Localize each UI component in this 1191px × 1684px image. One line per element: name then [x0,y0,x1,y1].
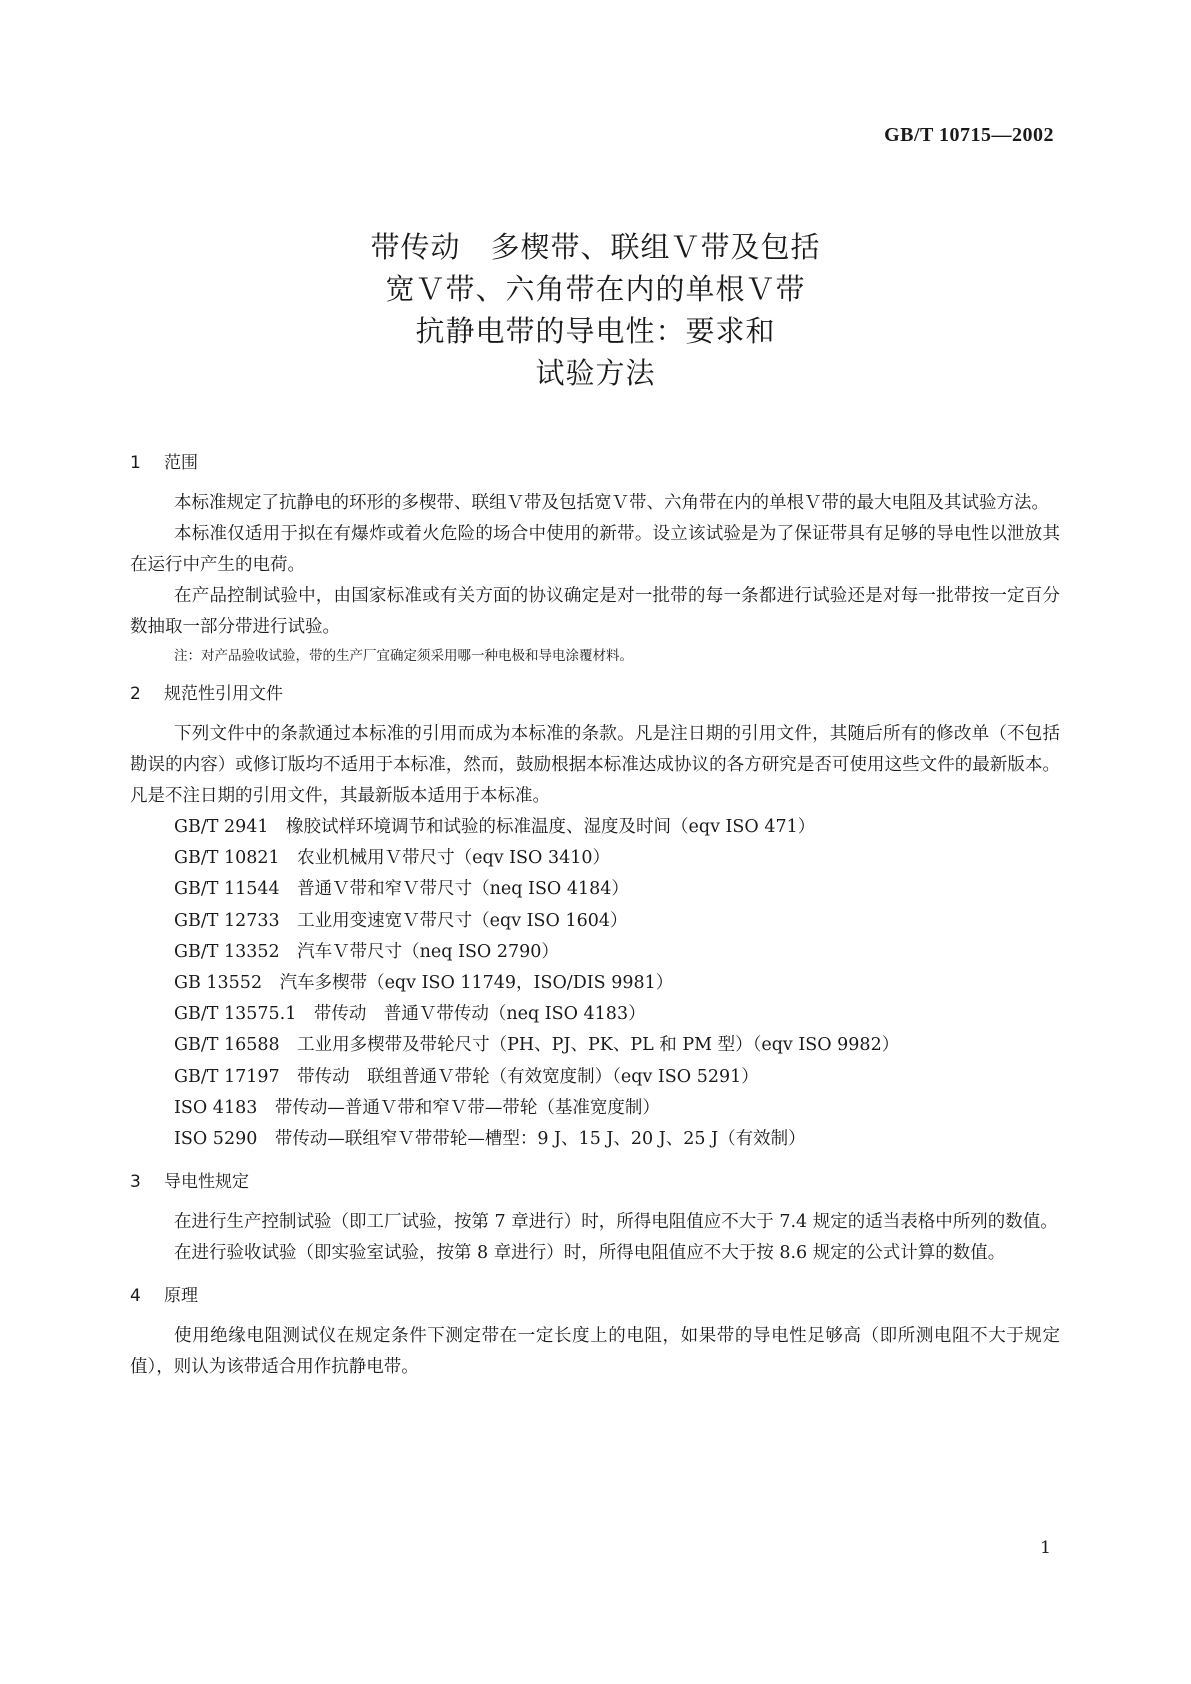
reference-item: GB/T 10821 农业机械用Ｖ带尺寸（eqv ISO 3410） [174,848,610,869]
section-number: 4 [130,1286,141,1307]
reference-item: GB/T 2941 橡胶试样环境调节和试验的标准温度、湿度及时间（eqv ISO 471） [174,817,816,837]
section-title: 范围 [164,453,198,473]
title-line: 抗静电带的导电性：要求和 [415,314,776,348]
reference-item: ISO 5290 带传动—联组窄Ｖ带带轮—槽型：9 J、15 J、20 J、25 J（有效制） [174,1129,806,1150]
section-number: 1 [130,453,141,473]
page-number: 1 [1040,1538,1051,1558]
section-heading-normative-references [130,683,1060,705]
paragraph: 在进行验收试验（即实验室试验，按第 8 章进行）时，所得电阻值应不大于按 8.6 规定的公式计算的数值。 [174,1243,1006,1264]
reference-item: GB/T 13352 汽车Ｖ带尺寸（neq ISO 2790） [174,941,559,962]
section-heading-conductivity [130,1171,1060,1193]
reference-item: ISO 4183 带传动—普通Ｖ带和窄Ｖ带—带轮（基准宽度制） [174,1097,660,1118]
document-title [0,226,1191,394]
section-number: 2 [130,684,141,704]
note: 注：对产品验收试验，带的生产厂宜确定须采用哪一种电极和导电涂覆材料。 [174,648,633,664]
reference-item: GB/T 16588 工业用多楔带及带轮尺寸（PH、PJ、PK、PL 和 PM 型）（eqv ISO 9982） [174,1035,900,1056]
paragraph: 本标准规定了抗静电的环形的多楔带、联组Ｖ带及包括宽Ｖ带、六角带在内的单根Ｖ带的最大电阻及其试验方法。 [174,493,1049,513]
document-body [130,452,1060,1383]
paragraph: 下列文件中的条款通过本标准的引用而成为本标准的条款。凡是注日期的引用文件，其随后所有的修改单（不包括勘误的内容）或修订版均不适用于本标准，然而，鼓励根据本标准达成协议的各方研究是否可使用这些文件的最新版本。凡是不注日期的引用文件，其最新版本适用于本标准。 [130,724,1060,806]
title-line: 带传动 多楔带、联组Ｖ带及包括 [370,230,821,264]
section-title: 规范性引用文件 [164,684,283,704]
title-line: 宽Ｖ带、六角带在内的单根Ｖ带 [385,272,806,306]
reference-item: GB/T 17197 带传动 联组普通Ｖ带轮（有效宽度制）（eqv ISO 5291） [174,1066,759,1087]
reference-item: GB/T 11544 普通Ｖ带和窄Ｖ带尺寸（neq ISO 4184） [174,879,629,900]
reference-item: GB/T 12733 工业用变速宽Ｖ带尺寸（eqv ISO 1604） [174,910,628,931]
paragraph: 在产品控制试验中，由国家标准或有关方面的协议确定是对一批带的每一条都进行试验还是对每一批带按一定百分数抽取一部分带进行试验。 [130,586,1060,637]
section-heading-principle [130,1285,1060,1307]
paragraph: 本标准仅适用于拟在有爆炸或着火危险的场合中使用的新带。设立该试验是为了保证带具有足够的导电性以泄放其在运行中产生的电荷。 [130,524,1060,575]
title-line: 试验方法 [535,356,656,390]
standard-number: GB/T 10715—2002 [884,124,1054,146]
paragraph: 在进行生产控制试验（即工厂试验，按第 7 章进行）时，所得电阻值应不大于 7.4 规定的适当表格中所列的数值。 [174,1212,1058,1233]
section-title: 原理 [164,1286,198,1307]
section-heading-scope [130,452,1060,474]
section-number: 3 [130,1172,141,1193]
section-title: 导电性规定 [164,1172,249,1193]
paragraph: 使用绝缘电阻测试仪在规定条件下测定带在一定长度上的电阻，如果带的导电性足够高（即所测电阻不大于规定值），则认为该带适合用作抗静电带。 [130,1326,1060,1378]
reference-item: GB/T 13575.1 带传动 普通Ｖ带传动（neq ISO 4183） [174,1004,646,1025]
reference-item: GB 13552 汽车多楔带（eqv ISO 11749，ISO/DIS 9981） [174,973,674,994]
